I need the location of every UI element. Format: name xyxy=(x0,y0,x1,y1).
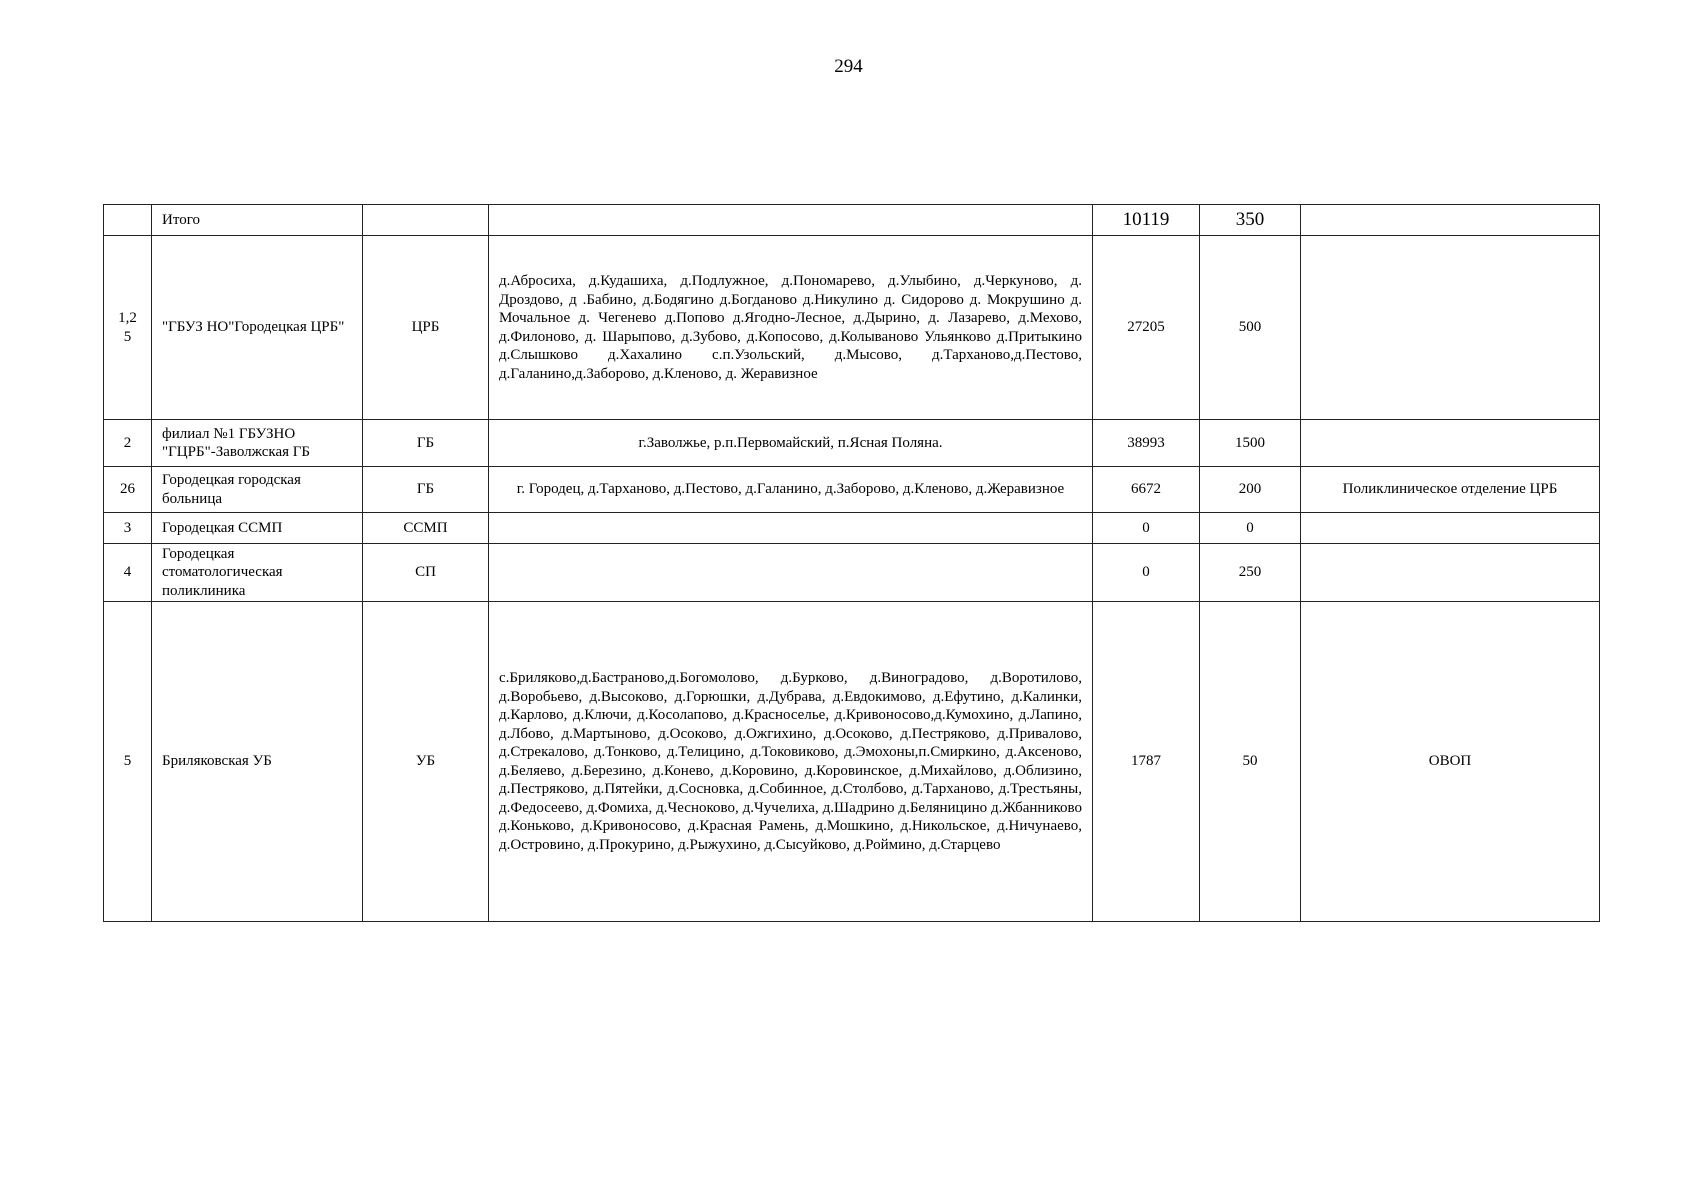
facility-type: ГБ xyxy=(363,420,489,467)
table-row xyxy=(104,467,1600,513)
note: ОВОП xyxy=(1301,602,1600,922)
page-number: 294 xyxy=(834,56,863,77)
facility-type: ЦРБ xyxy=(363,236,489,420)
capacity-value: 350 xyxy=(1200,205,1301,236)
service-area xyxy=(489,205,1093,236)
facility-name: Итого xyxy=(152,205,363,236)
note xyxy=(1301,420,1600,467)
row-number: 26 xyxy=(104,467,152,513)
population-value: 27205 xyxy=(1093,236,1200,420)
facilities-table xyxy=(103,204,1600,922)
table-row-total xyxy=(104,205,1600,236)
facility-name: Городецкая ССМП xyxy=(152,513,363,544)
capacity-value: 1500 xyxy=(1200,420,1301,467)
service-area xyxy=(489,513,1093,544)
note xyxy=(1301,236,1600,420)
capacity-value: 0 xyxy=(1200,513,1301,544)
table-row xyxy=(104,513,1600,544)
note xyxy=(1301,544,1600,602)
capacity-value: 50 xyxy=(1200,602,1301,922)
table-row xyxy=(104,544,1600,602)
population-value: 10119 xyxy=(1093,205,1200,236)
note xyxy=(1301,205,1600,236)
capacity-value: 500 xyxy=(1200,236,1301,420)
note xyxy=(1301,513,1600,544)
service-area xyxy=(489,544,1093,602)
facility-name: Бриляковская УБ xyxy=(152,602,363,922)
service-area: г.Заволжье, р.п.Первомайский, п.Ясная Поляна. xyxy=(489,420,1093,467)
row-number xyxy=(104,205,152,236)
row-number: 2 xyxy=(104,420,152,467)
facility-name: Городецкая городская больница xyxy=(152,467,363,513)
service-area: с.Бриляково,д.Бастраново,д.Богомолово, д.Бурково, д.Виноградово, д.Воротилово, д.Воробьево, д.Высоково, д.Горюшки, д.Дубрава, д.Евдокимово, д.Ефутино, д.Калинки, д.Карлово, д.Ключи, д.Косолапово, д.Красноселье, д.Кривоносово,д.Кумохино, д.Лапино, д.Лбово, д.Мартыново, д.Осоково, д.Ожгихино, д.Осоково, д.Пестряково, д.Привалово, д.Стрекалово, д.Тонково, д.Телицино, д.Токовиково, д.Эмохоны,п.Смиркино, д.Аксеново, д.Беляево, д.Березино, д.Конево, д.Коровино, д.Коровинское, д.Михайлово, д.Облизино, д.Пестряково, д.Пятейки, д.Сосновка, д.Собинное, д.Столбово, д.Тарханово, д.Трестьяны, д.Федосеево, д.Фомиха, д.Чесноково, д.Чучелиха, д.Шадрино д.Беляницино д.Жбанниково д.Коньково, д.Кривоносово, д.Красная Рамень, д.Мошкино, д.Никольское, д.Ничунаево, д.Островино, д.Прокурино, д.Рыжухино, д.Сысуйково, д.Роймино, д.Старцево xyxy=(489,602,1093,922)
facility-name: филиал №1 ГБУЗНО "ГЦРБ"-Заволжская ГБ xyxy=(152,420,363,467)
facility-type: ССМП xyxy=(363,513,489,544)
population-value: 6672 xyxy=(1093,467,1200,513)
population-value: 38993 xyxy=(1093,420,1200,467)
facility-name: Городецкая стоматологическая поликлиника xyxy=(152,544,363,602)
row-number: 3 xyxy=(104,513,152,544)
row-number: 4 xyxy=(104,544,152,602)
facility-name: "ГБУЗ НО"Городецкая ЦРБ" xyxy=(152,236,363,420)
capacity-value: 250 xyxy=(1200,544,1301,602)
service-area: г. Городец, д.Тарханово, д.Пестово, д.Галанино, д.Заборово, д.Кленово, д.Жеравизное xyxy=(489,467,1093,513)
row-number: 1,2 5 xyxy=(104,236,152,420)
facility-type: СП xyxy=(363,544,489,602)
facility-type: ГБ xyxy=(363,467,489,513)
table-row xyxy=(104,236,1600,420)
service-area: д.Абросиха, д.Кудашиха, д.Подлужное, д.Пономарево, д.Улыбино, д.Черкуново, д. Дроздово, д .Бабино, д.Бодягино д.Богданово д.Никулино д. Сидорово д. Мокрушино д. Мочальное д. Чегенево д.Попово д.Ягодно-Лесное, д.Дырино, д. Лазарево, д.Мехово, д.Филоново, д. Шарыпово, д.Зубово, д.Копосово, д.Колываново Ульянково д.Притыкино д.Слышково д.Хахалино с.п.Узольский, д.Мысово, д.Тарханово,д.Пестово, д.Галанино,д.Заборово, д.Кленово, д. Жеравизное xyxy=(489,236,1093,420)
population-value: 0 xyxy=(1093,544,1200,602)
table-row xyxy=(104,420,1600,467)
row-number: 5 xyxy=(104,602,152,922)
facility-type xyxy=(363,205,489,236)
note: Поликлиническое отделение ЦРБ xyxy=(1301,467,1600,513)
facility-type: УБ xyxy=(363,602,489,922)
population-value: 0 xyxy=(1093,513,1200,544)
capacity-value: 200 xyxy=(1200,467,1301,513)
table-row xyxy=(104,602,1600,922)
population-value: 1787 xyxy=(1093,602,1200,922)
